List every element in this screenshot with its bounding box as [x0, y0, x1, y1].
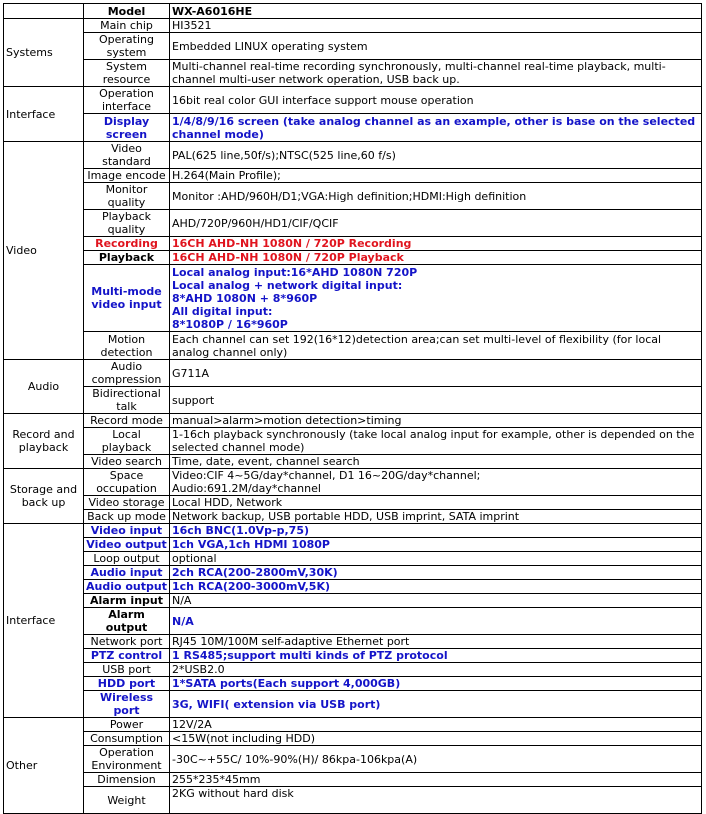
table-row	[4, 773, 702, 787]
row-label: Recording	[84, 237, 170, 251]
row-label: Operating system	[84, 33, 170, 60]
table-row	[4, 510, 702, 524]
row-label: Consumption	[84, 732, 170, 746]
row-label: Bidirectional talk	[84, 387, 170, 414]
row-value: 255*235*45mm	[170, 773, 702, 787]
row-label: Video input	[84, 524, 170, 538]
row-label: Dimension	[84, 773, 170, 787]
model-value: WX-A6016HE	[170, 4, 702, 19]
row-value: 16CH AHD-NH 1080N / 720P Recording	[170, 237, 702, 251]
row-label: Operation interface	[84, 87, 170, 114]
row-label: Video storage	[84, 496, 170, 510]
row-value: Embedded LINUX operating system	[170, 33, 702, 60]
table-row	[4, 663, 702, 677]
section-systems: Systems	[4, 19, 84, 87]
row-label: Playback	[84, 251, 170, 265]
section-record-playback: Record and playback	[4, 414, 84, 469]
table-row	[4, 635, 702, 649]
row-value: Video:CIF 4~5G/day*channel, D1 16~20G/day*channel; Audio:691.2M/day*channel	[170, 469, 702, 496]
table-row	[4, 469, 702, 496]
row-value: -30C~+55C/ 10%-90%(H)/ 86kpa-106kpa(A)	[170, 746, 702, 773]
table-row	[4, 60, 702, 87]
row-value: 1 RS485;support multi kinds of PTZ protocol	[170, 649, 702, 663]
table-row	[4, 265, 702, 332]
table-row	[4, 594, 702, 608]
row-label: Monitor quality	[84, 183, 170, 210]
table-row	[4, 19, 702, 33]
table-row	[4, 428, 702, 455]
row-value: Each channel can set 192(16*12)detection area;can set multi-level of flexibility (for local analog channel only)	[170, 332, 702, 360]
row-label: Audio input	[84, 566, 170, 580]
table-row	[4, 455, 702, 469]
row-label: Main chip	[84, 19, 170, 33]
header-label: Model	[84, 4, 170, 19]
row-label: Operation Environment	[84, 746, 170, 773]
row-label: Record mode	[84, 414, 170, 428]
header-blank	[4, 4, 84, 19]
row-value: Monitor :AHD/960H/D1;VGA:High definition;HDMI:High definition	[170, 183, 702, 210]
row-label: Back up mode	[84, 510, 170, 524]
row-label: System resource	[84, 60, 170, 87]
table-row	[4, 787, 702, 814]
table-row	[4, 33, 702, 60]
row-label: Video output	[84, 538, 170, 552]
row-label: Display screen	[84, 114, 170, 142]
row-label: Network port	[84, 635, 170, 649]
row-value: N/A	[170, 594, 702, 608]
row-label: Video standard	[84, 142, 170, 169]
table-row	[4, 691, 702, 718]
section-other: Other	[4, 718, 84, 814]
header-row	[4, 4, 702, 19]
table-row	[4, 87, 702, 114]
table-row	[4, 732, 702, 746]
row-label: Playback quality	[84, 210, 170, 237]
section-interface: Interface	[4, 87, 84, 142]
table-row	[4, 677, 702, 691]
table-row	[4, 524, 702, 538]
row-value: <15W(not including HDD)	[170, 732, 702, 746]
row-label: USB port	[84, 663, 170, 677]
row-value: 1*SATA ports(Each support 4,000GB)	[170, 677, 702, 691]
row-value: optional	[170, 552, 702, 566]
row-label: Audio output	[84, 580, 170, 594]
row-label: Weight	[84, 787, 170, 814]
row-label: Loop output	[84, 552, 170, 566]
row-value: 2KG without hard disk	[170, 787, 702, 814]
row-label: Alarm output	[84, 608, 170, 635]
row-value: Time, date, event, channel search	[170, 455, 702, 469]
section-audio: Audio	[4, 360, 84, 414]
row-label: Wireless port	[84, 691, 170, 718]
section-video: Video	[4, 142, 84, 360]
row-value: RJ45 10M/100M self-adaptive Ethernet port	[170, 635, 702, 649]
row-label: Space occupation	[84, 469, 170, 496]
table-row	[4, 237, 702, 251]
table-row	[4, 251, 702, 265]
spec-table	[3, 3, 702, 814]
table-row	[4, 142, 702, 169]
row-value: 1/4/8/9/16 screen (take analog channel as an example, other is base on the selected channel mode)	[170, 114, 702, 142]
row-value: Local analog input:16*AHD 1080N 720P Local analog + network digital input: 8*AHD 1080N + 8*960P All digital input: 8*1080P / 16*960P	[170, 265, 702, 332]
row-label: HDD port	[84, 677, 170, 691]
row-value: 1ch RCA(200-3000mV,5K)	[170, 580, 702, 594]
table-row	[4, 183, 702, 210]
row-label: Multi-mode video input	[84, 265, 170, 332]
table-row	[4, 746, 702, 773]
table-row	[4, 538, 702, 552]
row-value: 16ch BNC(1.0Vp-p,75)	[170, 524, 702, 538]
row-value: manual>alarm>motion detection>timing	[170, 414, 702, 428]
row-value: 3G, WIFI( extension via USB port)	[170, 691, 702, 718]
table-row	[4, 580, 702, 594]
row-value: 16CH AHD-NH 1080N / 720P Playback	[170, 251, 702, 265]
table-row	[4, 649, 702, 663]
row-value: Network backup, USB portable HDD, USB imprint, SATA imprint	[170, 510, 702, 524]
section-interface-ports: Interface	[4, 524, 84, 718]
table-row	[4, 566, 702, 580]
row-label: Alarm input	[84, 594, 170, 608]
row-value: PAL(625 line,50f/s);NTSC(525 line,60 f/s)	[170, 142, 702, 169]
row-label: Power	[84, 718, 170, 732]
row-value: Multi-channel real-time recording synchronously, multi-channel real-time playback, multi-channel multi-user network operation, USB back up.	[170, 60, 702, 87]
row-value: 1-16ch playback synchronously (take local analog input for example, other is depended on the selected channel mode)	[170, 428, 702, 455]
table-row	[4, 608, 702, 635]
table-row	[4, 414, 702, 428]
row-value: 12V/2A	[170, 718, 702, 732]
table-row	[4, 552, 702, 566]
table-row	[4, 496, 702, 510]
row-label: Motion detection	[84, 332, 170, 360]
table-row	[4, 718, 702, 732]
table-row	[4, 210, 702, 237]
table-row	[4, 332, 702, 360]
row-value: G711A	[170, 360, 702, 387]
row-value: H.264(Main Profile);	[170, 169, 702, 183]
table-row	[4, 360, 702, 387]
section-storage: Storage and back up	[4, 469, 84, 524]
row-value: 16bit real color GUI interface support mouse operation	[170, 87, 702, 114]
row-label: Audio compression	[84, 360, 170, 387]
table-row	[4, 169, 702, 183]
row-value: 2*USB2.0	[170, 663, 702, 677]
row-value: AHD/720P/960H/HD1/CIF/QCIF	[170, 210, 702, 237]
row-label: Video search	[84, 455, 170, 469]
table-row	[4, 387, 702, 414]
row-value: 1ch VGA,1ch HDMI 1080P	[170, 538, 702, 552]
row-value: support	[170, 387, 702, 414]
row-value: 2ch RCA(200-2800mV,30K)	[170, 566, 702, 580]
row-label: Local playback	[84, 428, 170, 455]
row-value: N/A	[170, 608, 702, 635]
row-value: Local HDD, Network	[170, 496, 702, 510]
table-row	[4, 114, 702, 142]
row-value: HI3521	[170, 19, 702, 33]
row-label: PTZ control	[84, 649, 170, 663]
row-label: Image encode	[84, 169, 170, 183]
